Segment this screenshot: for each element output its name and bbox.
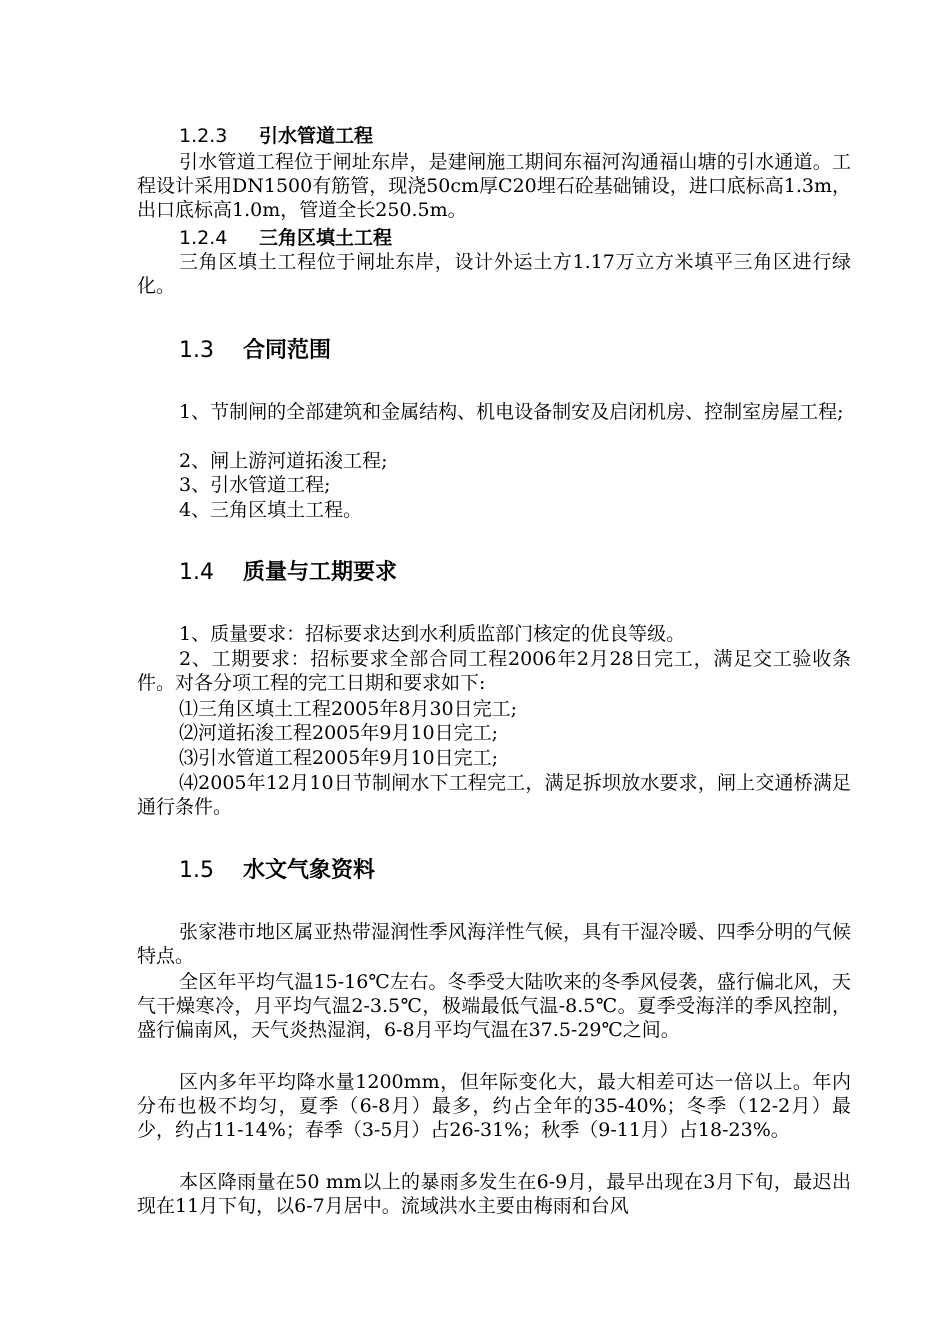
heading-1-2-4 bbox=[179, 226, 392, 250]
list-item: 4、三角区填土工程。 bbox=[179, 499, 363, 521]
heading-number: 1.3 bbox=[179, 338, 214, 363]
list-item: ⑵河道拓浚工程2005年9月10日完工; bbox=[179, 722, 499, 744]
list-item: 2、闸上游河道拓浚工程; bbox=[179, 450, 388, 472]
list-item: 1、质量要求：招标要求达到水利质监部门核定的优良等级。 bbox=[179, 623, 686, 645]
heading-title: 三角区填土工程 bbox=[259, 227, 393, 249]
list-item: ⑴三角区填土工程2005年8月30日完工; bbox=[179, 698, 518, 720]
paragraph-precipitation: 区内多年平均降水量1200mm，但年际变化大，最大相差可达一倍以上。年内分布也极不均匀，夏季（6-8月）最多，约占全年的35-40%；冬季（12-2月）最少，约占11-14%；春季（3-5月）占26-31%；秋季（9-11月）占18-23%。 bbox=[137, 1071, 851, 1141]
heading-number: 1.2.4 bbox=[179, 227, 228, 249]
heading-1-5 bbox=[179, 857, 375, 885]
heading-number: 1.4 bbox=[179, 560, 214, 585]
heading-title: 合同范围 bbox=[243, 338, 332, 363]
paragraph-rainstorm: 本区降雨量在50 mm以上的暴雨多发生在6-9月，最早出现在3月下旬，最迟出现在11月下旬，以6-7月居中。流域洪水主要由梅雨和台风 bbox=[137, 1171, 851, 1217]
heading-title: 质量与工期要求 bbox=[243, 560, 398, 585]
list-item: 2、工期要求：招标要求全部合同工程2006年2月28日完工，满足交工验收条件。对各分项工程的完工日期和要求如下: bbox=[137, 648, 851, 694]
heading-1-2-3 bbox=[179, 124, 373, 148]
heading-title: 水文气象资料 bbox=[243, 858, 376, 883]
heading-number: 1.2.3 bbox=[179, 125, 228, 147]
paragraph-temperature: 全区年平均气温15-16℃左右。冬季受大陆吹来的冬季风侵袭，盛行偏北风，天气干燥寒冷，月平均气温2-3.5℃，极端最低气温-8.5℃。夏季受海洋的季风控制，盛行偏南风，天气炎热湿润，6-8月平均气温在37.5-29℃之间。 bbox=[137, 971, 851, 1041]
list-item: ⑷2005年12月10日节制闸水下工程完工，满足拆坝放水要求，闸上交通桥满足通行条件。 bbox=[137, 772, 851, 818]
list-item: ⑶引水管道工程2005年9月10日完工; bbox=[179, 747, 499, 769]
list-item: 1、节制闸的全部建筑和金属结构、机电设备制安及启闭机房、控制室房屋工程; bbox=[179, 401, 844, 423]
heading-number: 1.5 bbox=[179, 858, 214, 883]
paragraph-climate: 张家港市地区属亚热带湿润性季风海洋性气候，具有干湿冷暖、四季分明的气候特点。 bbox=[137, 921, 851, 967]
paragraph-triangle-fill: 三角区填土工程位于闸址东岸，设计外运土方1.17万立方米填平三角区进行绿化。 bbox=[137, 251, 851, 297]
heading-1-4 bbox=[179, 559, 397, 587]
heading-1-3 bbox=[179, 337, 331, 365]
list-item: 3、引水管道工程; bbox=[179, 474, 331, 496]
heading-title: 引水管道工程 bbox=[259, 125, 374, 147]
paragraph-water-pipe: 引水管道工程位于闸址东岸，是建闸施工期间东福河沟通福山塘的引水通道。工程设计采用DN1500有筋管，现浇50cm厚C20埋石砼基础铺设，进口底标高1.3m，出口底标高1.0m，管道全长250.5m。 bbox=[137, 151, 851, 221]
